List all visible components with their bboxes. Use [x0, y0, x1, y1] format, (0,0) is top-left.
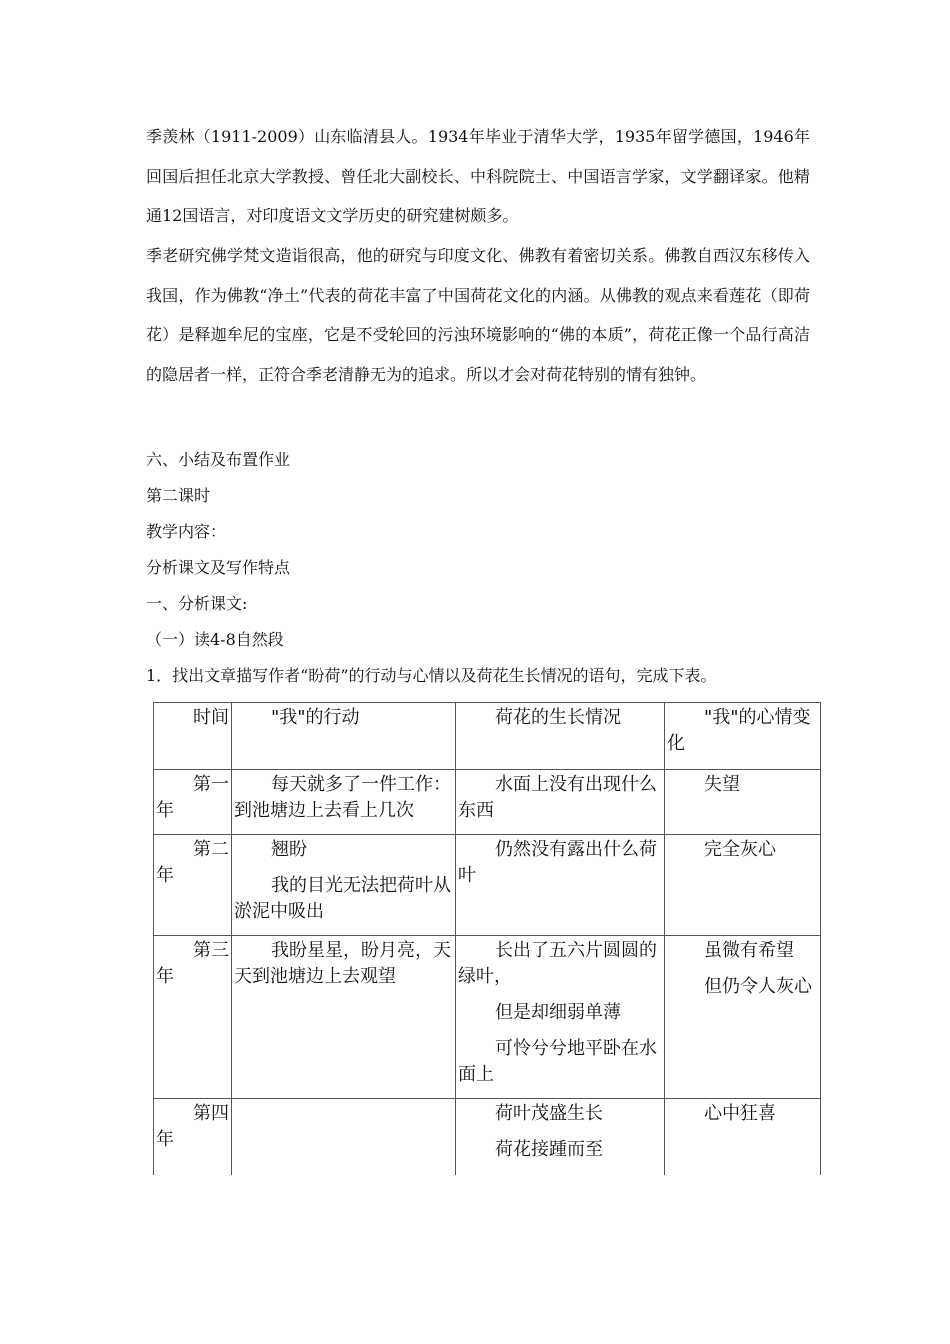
question-one: 1．找出文章描写作者“盼荷”的行动与心情以及荷花生长情况的语句，完成下表。 [146, 666, 717, 685]
table-row [154, 1099, 821, 1176]
mood-cell: 心中狂喜 [665, 1099, 821, 1176]
part-one-heading: 一、分析课文: [146, 594, 248, 613]
growth-cell: 荷叶茂盛生长 荷花接踵而至 [456, 1099, 665, 1176]
buddhism-paragraph: 季老研究佛学梵文造诣很高，他的研究与印度文化、佛教有着密切关系。佛教自西汉东移传入我国，作为佛教“净土”代表的荷花丰富了中国荷花文化的内涵。从佛教的观点来看莲花（即荷花）是释迦牟尼的宝座，它是不受轮回的污浊环境影响的“佛的本质”，荷花正像一个品行高洁的隐居者一样，正符合季老清静无为的追求。所以才会对荷花特别的情有独钟。 [146, 246, 810, 384]
header-cell-action: "我"的行动 [232, 703, 456, 770]
mood-cell: 失望 [665, 770, 821, 835]
header-cell-mood: "我"的心情变化 [665, 703, 821, 770]
section-six-heading: 六、小结及布置作业 [146, 450, 291, 469]
content-label: 教学内容： [146, 522, 227, 541]
header-cell-growth: 荷花的生长情况 [456, 703, 665, 770]
lesson-two-heading: 第二课时 [146, 486, 211, 505]
mood-cell: 完全灰心 [665, 835, 821, 936]
time-cell: 第四年 [154, 1099, 232, 1176]
content-value: 分析课文及写作特点 [146, 558, 291, 577]
action-cell [232, 1099, 456, 1176]
author-intro-paragraph: 季羡林（1911-2009）山东临清县人。1934年毕业于清华大学，1935年留学德国，1946年回国后担任北京大学教授、曾任北大副校长、中科院院士、中国语言学家，文学翻译家。他精通12国语言，对印度语文文学历史的研究建树颇多。 [146, 127, 810, 225]
header-cell-time: 时间 [154, 703, 232, 770]
table-row [154, 936, 821, 1099]
time-cell: 第一年 [154, 770, 232, 835]
growth-cell: 仍然没有露出什么荷叶 [456, 835, 665, 936]
action-cell: 翘盼 我的目光无法把荷叶从淤泥中吸出 [232, 835, 456, 936]
table-row [154, 770, 821, 835]
time-cell: 第三年 [154, 936, 232, 1099]
mood-cell: 虽微有希望 但仍令人灰心 [665, 936, 821, 1099]
action-cell: 每天就多了一件工作：到池塘边上去看上几次 [232, 770, 456, 835]
table-header-row [154, 703, 821, 770]
hope-lotus-table [153, 702, 821, 1175]
table-row [154, 835, 821, 936]
action-cell: 我盼星星，盼月亮，天天到池塘边上去观望 [232, 936, 456, 1099]
growth-cell: 长出了五六片圆圆的绿叶， 但是却细弱单薄 可怜兮兮地平卧在水面上 [456, 936, 665, 1099]
sub-section-heading: （一）读4-8自然段 [146, 630, 284, 649]
time-cell: 第二年 [154, 835, 232, 936]
growth-cell: 水面上没有出现什么东西 [456, 770, 665, 835]
